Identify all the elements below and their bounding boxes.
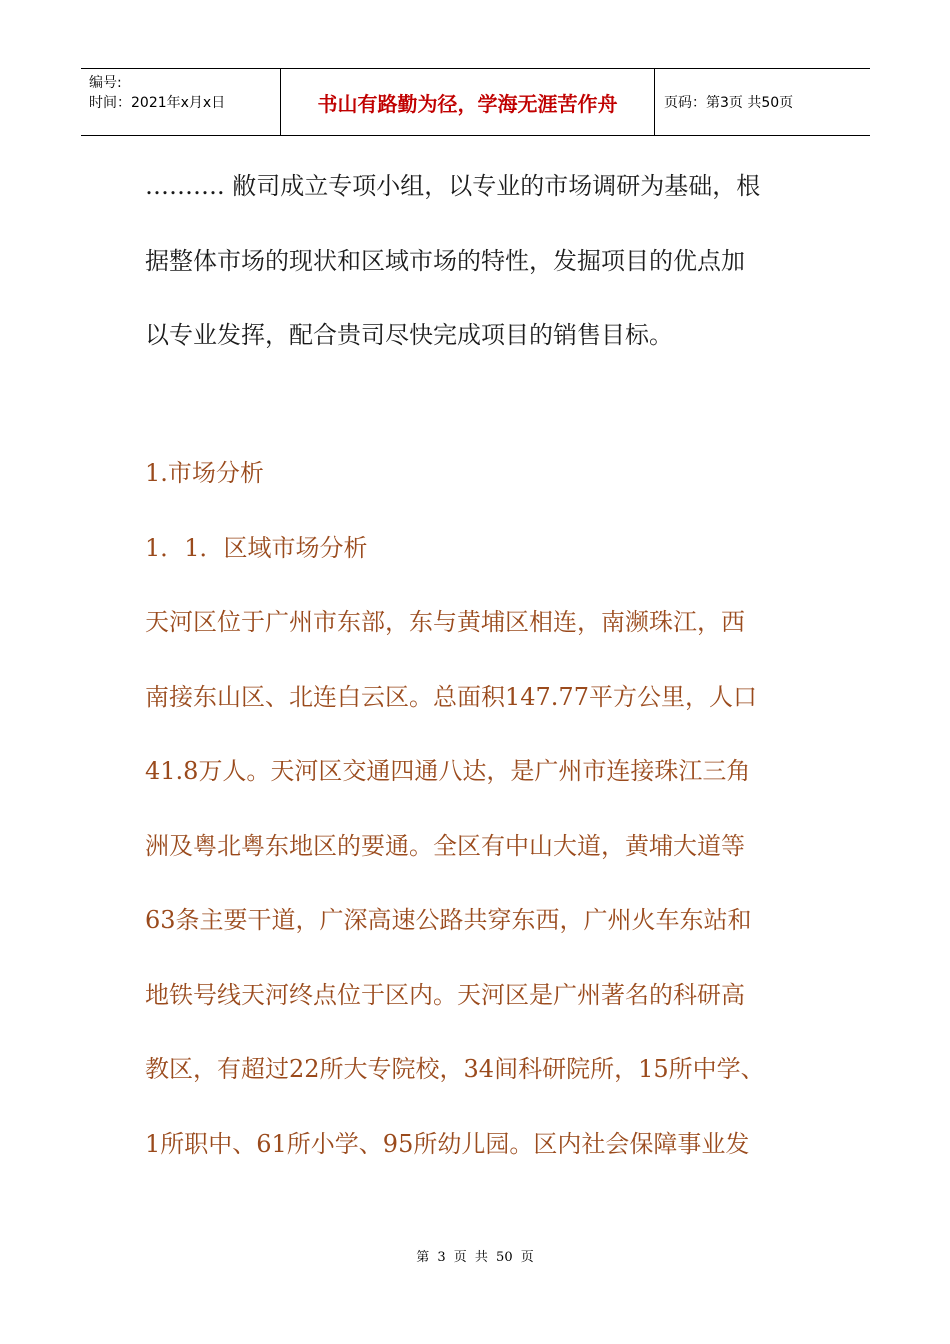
time-label: 时间：2021年x月x日 (89, 95, 226, 111)
motto-cell (281, 69, 655, 135)
paragraph-line: 地铁号线天河终点位于区内。天河区是广州著名的科研高 (145, 981, 745, 1009)
motto-text: 书山有路勤为径，学海无涯苦作舟 (317, 91, 618, 116)
header-meta-cell (81, 69, 281, 135)
page-footer: 第 3 页 共 50 页 (416, 1250, 534, 1265)
intro-line: ………. 敝司成立专项小组，以专业的市场调研为基础，根 (145, 172, 761, 200)
paragraph-line: 洲及粤北粤东地区的要通。全区有中山大道，黄埔大道等 (145, 832, 745, 860)
paragraph-line: 南接东山区、北连白云区。总面积147.77平方公里，人口 (145, 683, 757, 711)
paragraph-line: 41.8万人。天河区交通四通八达，是广州市连接珠江三角 (145, 757, 751, 785)
paragraph-line: 教区，有超过22所大专院校，34间科研院所，15所中学、 (145, 1055, 765, 1083)
intro-line: 以专业发挥，配合贵司尽快完成项目的销售目标。 (145, 321, 673, 349)
document-header (81, 68, 870, 136)
section-heading: 1.市场分析 (145, 459, 264, 487)
page-code-cell (655, 69, 870, 135)
paragraph-line: 天河区位于广州市东部，东与黄埔区相连，南濒珠江，西 (145, 608, 745, 636)
number-label: 编号: (89, 75, 122, 91)
section-subheading: 1．1．区域市场分析 (145, 534, 368, 562)
paragraph-line: 1所职中、61所小学、95所幼儿园。区内社会保障事业发 (145, 1130, 750, 1158)
page-code-text: 页码：第3页 共50页 (664, 95, 794, 111)
paragraph-line: 63条主要干道，广深高速公路共穿东西，广州火车东站和 (145, 906, 752, 934)
intro-line: 据整体市场的现状和区域市场的特性，发掘项目的优点加 (145, 247, 745, 275)
